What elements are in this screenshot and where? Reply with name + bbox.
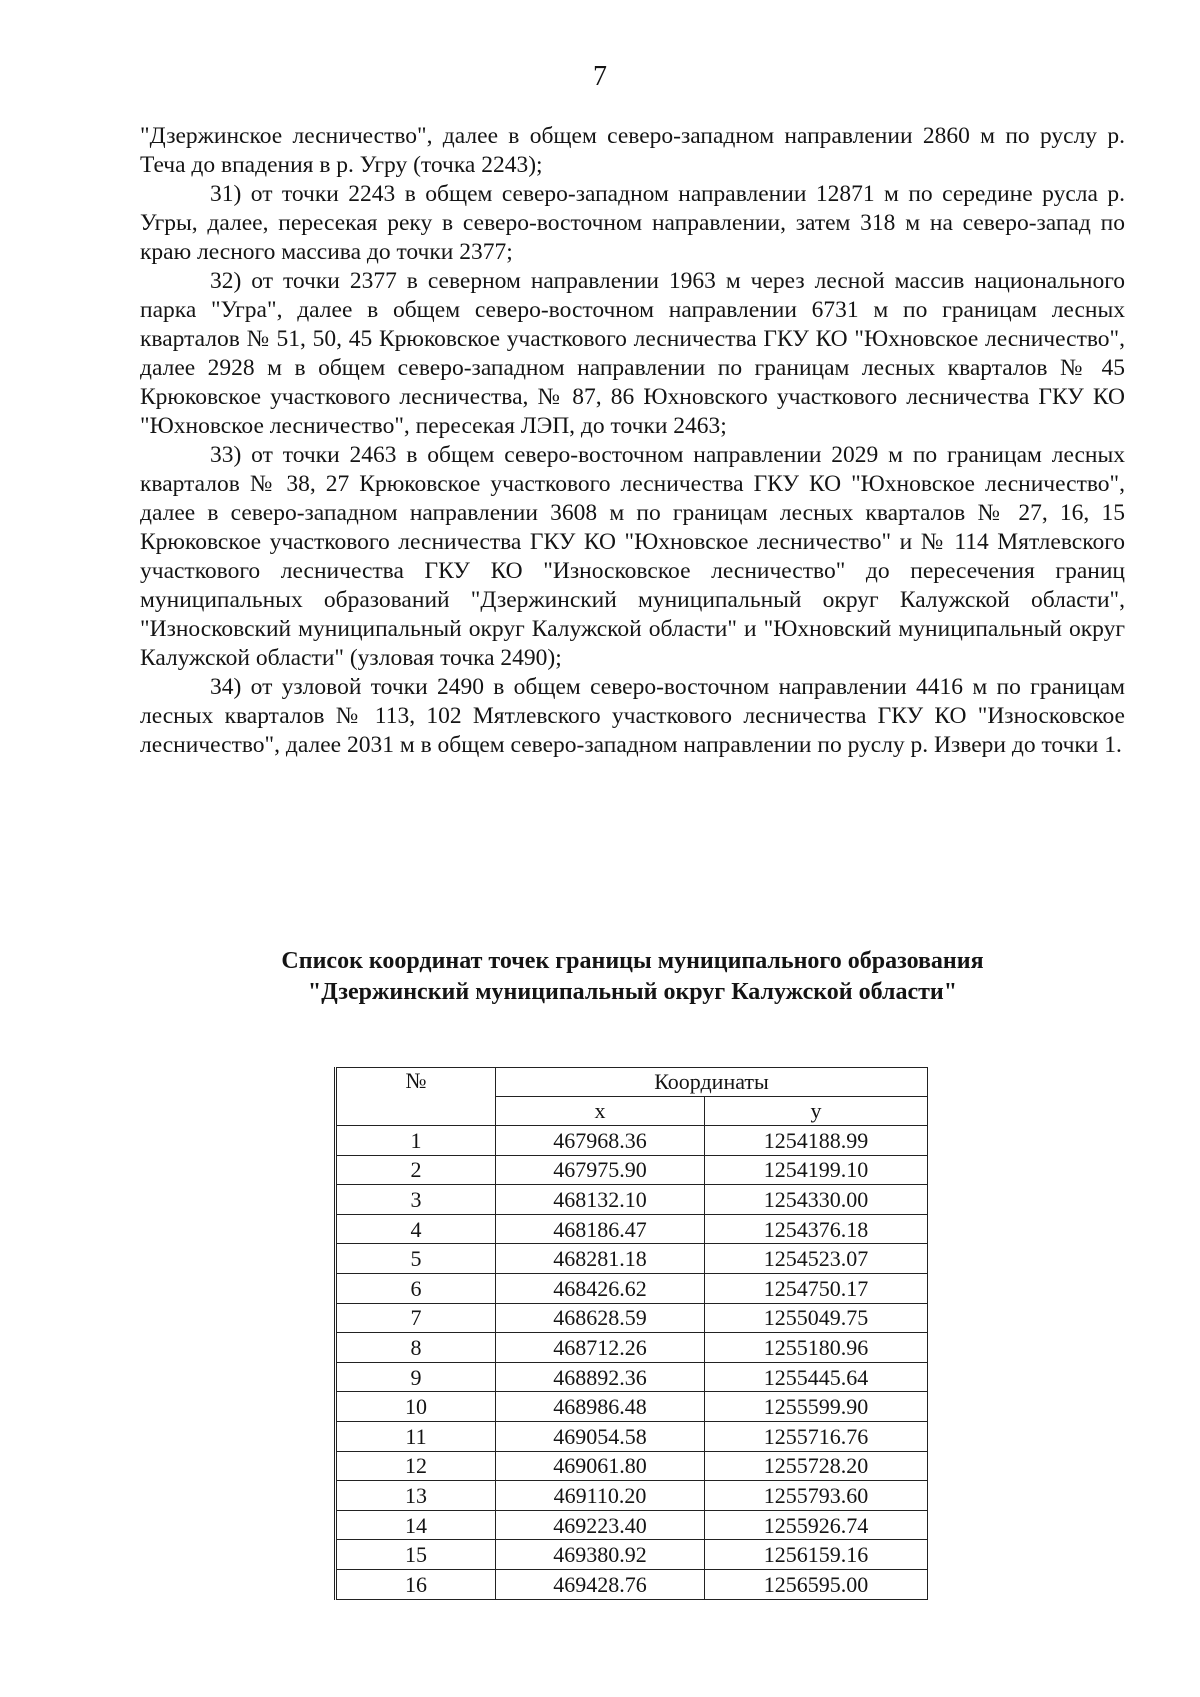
paragraph-continuation: "Дзержинское лесничество", далее в общем северо-западном направлении 2860 м по руслу р. Теча до впадения в р. Угру (точка 2243);	[140, 123, 1125, 178]
table-row	[336, 1481, 928, 1511]
row-x: 467968.36	[496, 1126, 705, 1156]
row-number: 6	[336, 1273, 496, 1303]
row-number: 12	[336, 1451, 496, 1481]
body-text	[140, 122, 1125, 760]
row-y: 1256595.00	[705, 1569, 928, 1599]
table-row	[336, 1155, 928, 1185]
row-y: 1255926.74	[705, 1510, 928, 1540]
row-number: 7	[336, 1303, 496, 1333]
row-y: 1255049.75	[705, 1303, 928, 1333]
table-row	[336, 1244, 928, 1274]
table-row	[336, 1214, 928, 1244]
row-y: 1254750.17	[705, 1273, 928, 1303]
row-x: 468892.36	[496, 1362, 705, 1392]
header-coordinates: Координаты	[496, 1068, 928, 1097]
row-x: 468986.48	[496, 1392, 705, 1422]
row-y: 1255180.96	[705, 1333, 928, 1363]
row-x: 469110.20	[496, 1481, 705, 1511]
section-title-line-2: "Дзержинский муниципальный округ Калужской области"	[307, 979, 958, 1005]
row-y: 1255793.60	[705, 1481, 928, 1511]
row-x: 468281.18	[496, 1244, 705, 1274]
row-y: 1254199.10	[705, 1155, 928, 1185]
row-y: 1254376.18	[705, 1214, 928, 1244]
row-x: 469223.40	[496, 1510, 705, 1540]
section-title-line-1: Список координат точек границы муниципального образования	[281, 948, 984, 974]
row-x: 469380.92	[496, 1540, 705, 1570]
table-row	[336, 1421, 928, 1451]
table-row	[336, 1569, 928, 1599]
table-row	[336, 1303, 928, 1333]
paragraph-item-32: 32) от точки 2377 в северном направлении 1963 м через лесной массив национального парка "Угра", далее в общем северо-восточном направлении 6731 м по границам лесных кварталов № 51, 50, 45 Крюковское участкового лесничества ГКУ КО "Юхновское лесничество", далее 2928 м в общем северо-западном направлении по границам лесных кварталов № 45 Крюковское участкового лесничества, № 87, 86 Юхновского участкового лесничества ГКУ КО "Юхновское лесничество", пересекая ЛЭП, до точки 2463;	[140, 268, 1125, 439]
row-y: 1255445.64	[705, 1362, 928, 1392]
row-x: 468426.62	[496, 1273, 705, 1303]
row-number: 10	[336, 1392, 496, 1422]
table-row	[336, 1273, 928, 1303]
table-row	[336, 1362, 928, 1392]
page-number: 7	[593, 61, 607, 92]
row-y: 1255728.20	[705, 1451, 928, 1481]
row-x: 467975.90	[496, 1155, 705, 1185]
coordinates-table	[334, 1067, 928, 1600]
header-y: y	[705, 1097, 928, 1126]
table-row	[336, 1392, 928, 1422]
row-number: 4	[336, 1214, 496, 1244]
row-x: 469061.80	[496, 1451, 705, 1481]
paragraph-item-33: 33) от точки 2463 в общем северо-восточном направлении 2029 м по границам лесных кварталов № 38, 27 Крюковское участкового лесничества ГКУ КО "Юхновское лесничество", далее в северо-западном направлении 3608 м по границам лесных кварталов № 27, 16, 15 Крюковское участкового лесничества ГКУ КО "Юхновское лесничество" и № 114 Мятлевского участкового лесничества ГКУ КО "Износковское лесничество" до пересечения границ муниципальных образований "Дзержинский муниципальный округ Калужской области", "Износковский муниципальный округ Калужской области" и "Юхновский муниципальный округ Калужской области" (узловая точка 2490);	[140, 442, 1125, 671]
row-number: 2	[336, 1155, 496, 1185]
row-number: 15	[336, 1540, 496, 1570]
table-row	[336, 1185, 928, 1215]
row-y: 1254523.07	[705, 1244, 928, 1274]
paragraph-item-31: 31) от точки 2243 в общем северо-западном направлении 12871 м по середине русла р. Угры, далее, пересекая реку в северо-восточном направлении, затем 318 м на северо-запад по краю лесного массива до точки 2377;	[140, 181, 1125, 265]
row-y: 1255599.90	[705, 1392, 928, 1422]
table-row	[336, 1126, 928, 1156]
row-y: 1254188.99	[705, 1126, 928, 1156]
row-number: 3	[336, 1185, 496, 1215]
row-number: 16	[336, 1569, 496, 1599]
table-row	[336, 1510, 928, 1540]
coordinates-table-body	[336, 1126, 928, 1600]
row-x: 468712.26	[496, 1333, 705, 1363]
table-row	[336, 1451, 928, 1481]
header-number: №	[336, 1068, 496, 1126]
row-y: 1256159.16	[705, 1540, 928, 1570]
row-x: 468186.47	[496, 1214, 705, 1244]
row-x: 469428.76	[496, 1569, 705, 1599]
row-x: 469054.58	[496, 1421, 705, 1451]
row-y: 1254330.00	[705, 1185, 928, 1215]
paragraph-item-34: 34) от узловой точки 2490 в общем северо-восточном направлении 4416 м по границам лесных кварталов № 113, 102 Мятлевского участкового лесничества ГКУ КО "Износковское лесничество", далее 2031 м в общем северо-западном направлении по руслу р. Извери до точки 1.	[140, 674, 1125, 758]
row-number: 5	[336, 1244, 496, 1274]
table-row	[336, 1333, 928, 1363]
table-row	[336, 1540, 928, 1570]
section-title	[140, 946, 1125, 1008]
row-x: 468628.59	[496, 1303, 705, 1333]
row-x: 468132.10	[496, 1185, 705, 1215]
row-number: 8	[336, 1333, 496, 1363]
row-y: 1255716.76	[705, 1421, 928, 1451]
row-number: 9	[336, 1362, 496, 1392]
row-number: 11	[336, 1421, 496, 1451]
header-x: x	[496, 1097, 705, 1126]
row-number: 14	[336, 1510, 496, 1540]
row-number: 13	[336, 1481, 496, 1511]
row-number: 1	[336, 1126, 496, 1156]
